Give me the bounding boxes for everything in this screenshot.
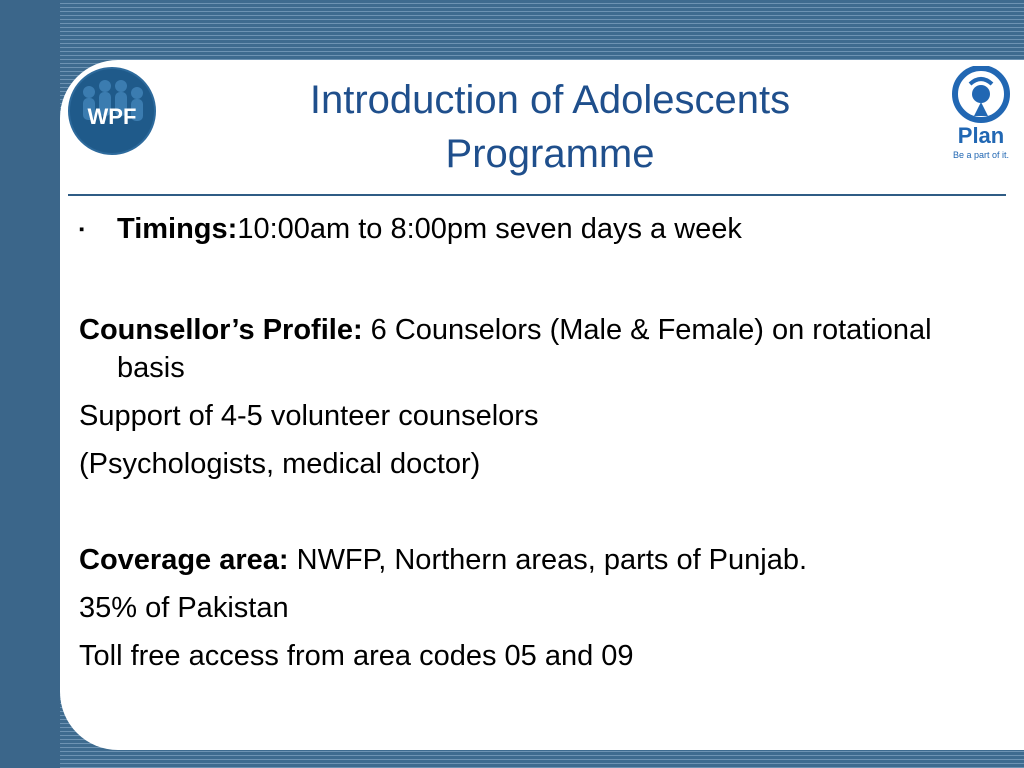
wpf-logo-text: WPF (87, 104, 137, 129)
support-line: Support of 4-5 volunteer counselors (79, 400, 539, 432)
square-bullet-icon: ▪ (79, 221, 85, 238)
tollfree-line: Toll free access from area codes 05 and 09 (79, 640, 634, 672)
psychologists-line: (Psychologists, medical doctor) (79, 448, 481, 480)
timings-label: Timings: (117, 213, 238, 245)
title-line-1: Introduction of Adolescents (309, 78, 791, 122)
plan-logo-name: Plan (957, 123, 1005, 148)
counsellor-profile (79, 311, 979, 387)
coverage-text: NWFP, Northern areas, parts of Punjab. (288, 544, 808, 576)
spacer (79, 263, 979, 311)
wpf-logo (67, 66, 157, 156)
plan-logo (944, 66, 1018, 164)
timings-value: 10:00am to 8:00pm seven days a week (237, 213, 742, 245)
title-divider (68, 194, 1006, 196)
page-title (160, 73, 940, 181)
coverage-area (79, 541, 979, 579)
counsellor-text: 6 Counselors (Male & Female) on rotational basis (117, 314, 932, 384)
percent-line: 35% of Pakistan (79, 592, 289, 624)
spacer (79, 493, 979, 541)
coverage-label: Coverage area: (79, 544, 289, 576)
plan-logo-tagline: Be a part of it. (952, 150, 1010, 160)
timings-bullet (79, 210, 979, 253)
title-line-2: Programme (445, 132, 655, 176)
timings-text (117, 210, 742, 248)
left-panel (0, 0, 60, 768)
slide-content (79, 210, 979, 685)
counsellor-label: Counsellor’s Profile: (79, 314, 363, 346)
